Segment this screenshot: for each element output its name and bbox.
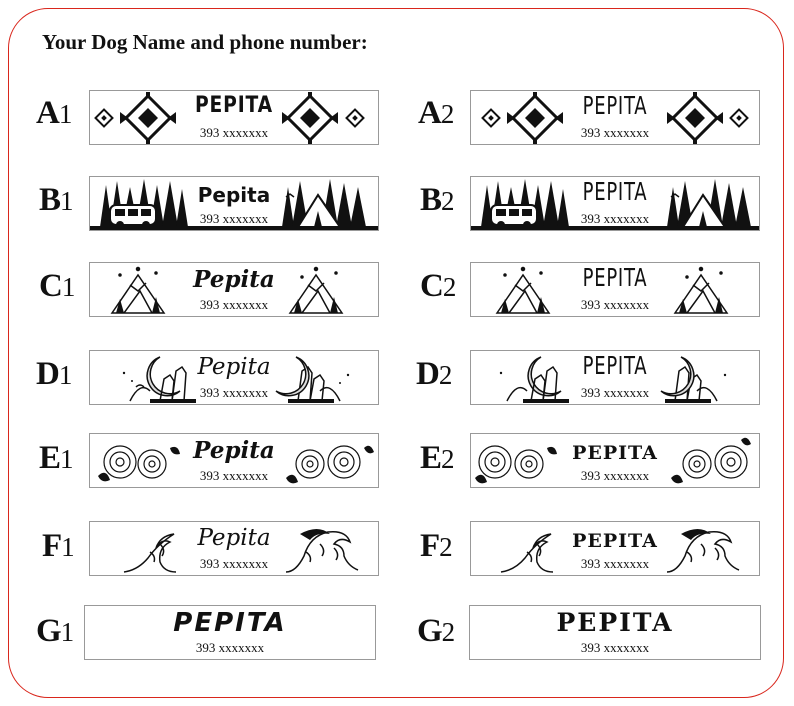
phone-number: 393 xxxxxxx [580, 468, 650, 483]
tag-preview-a2[interactable] [470, 90, 760, 145]
option-label-a1: A1 [36, 95, 73, 131]
dog-name: PEPITA [173, 608, 287, 638]
dog-name: PEPITA [582, 91, 648, 120]
dog-name: PEPITA [194, 93, 274, 118]
option-label-g2: G2 [417, 613, 456, 649]
option-label-g1: G1 [36, 613, 75, 649]
option-label-c1: C1 [39, 268, 76, 304]
option-label-f2: F2 [420, 528, 453, 564]
tag-preview-b1[interactable] [89, 176, 379, 231]
option-label-d1: D1 [36, 356, 73, 392]
tag-preview-d1[interactable] [89, 350, 379, 405]
option-label-e2: E2 [420, 440, 455, 476]
option-label-a2: A2 [418, 95, 455, 131]
tag-preview-c2[interactable] [470, 262, 760, 317]
dog-name: Pepita [197, 183, 271, 207]
phone-number: 393 xxxxxxx [199, 556, 269, 571]
dog-name: PEPITA [582, 263, 648, 292]
tag-preview-g2[interactable] [469, 605, 761, 660]
phone-number: 393 xxxxxxx [199, 468, 269, 483]
phone-number: 393 xxxxxxx [580, 385, 650, 400]
phone-number: 393 xxxxxxx [580, 640, 650, 655]
phone-number: 393 xxxxxxx [580, 556, 650, 571]
tag-preview-b2[interactable] [470, 176, 760, 231]
phone-number: 393 xxxxxxx [580, 297, 650, 312]
tag-preview-e1[interactable] [89, 433, 379, 488]
dog-name: PEPITA [582, 177, 648, 206]
phone-number: 393 xxxxxxx [199, 125, 269, 140]
phone-number: 393 xxxxxxx [199, 297, 269, 312]
page-heading: Your Dog Name and phone number: [42, 30, 368, 54]
option-label-e1: E1 [39, 440, 74, 476]
option-label-c2: C2 [420, 268, 457, 304]
tag-preview-g1[interactable] [84, 605, 376, 660]
tag-preview-f1[interactable] [89, 521, 379, 576]
phone-number: 393 xxxxxxx [195, 640, 265, 655]
dog-name: Pepita [197, 525, 271, 551]
option-label-b1: B1 [39, 182, 74, 218]
tag-preview-a1[interactable] [89, 90, 379, 145]
option-label-d2: D2 [416, 356, 453, 392]
dog-name: PEPITA [572, 530, 658, 552]
tag-preview-d2[interactable] [470, 350, 760, 405]
phone-number: 393 xxxxxxx [199, 211, 269, 226]
dog-name: PEPITA [556, 608, 674, 637]
phone-number: 393 xxxxxxx [199, 385, 269, 400]
phone-number: 393 xxxxxxx [580, 211, 650, 226]
dog-name: Pepita [193, 266, 275, 293]
dog-name: Pepita [197, 354, 271, 380]
phone-number: 393 xxxxxxx [580, 125, 650, 140]
dog-name: Pepita [193, 437, 275, 464]
tag-preview-c1[interactable] [89, 262, 379, 317]
tag-preview-e2[interactable] [470, 433, 760, 488]
dog-name: PEPITA [572, 442, 658, 464]
option-label-b2: B2 [420, 182, 455, 218]
dog-name: PEPITA [582, 351, 648, 380]
option-label-f1: F1 [42, 528, 75, 564]
tag-preview-f2[interactable] [470, 521, 760, 576]
